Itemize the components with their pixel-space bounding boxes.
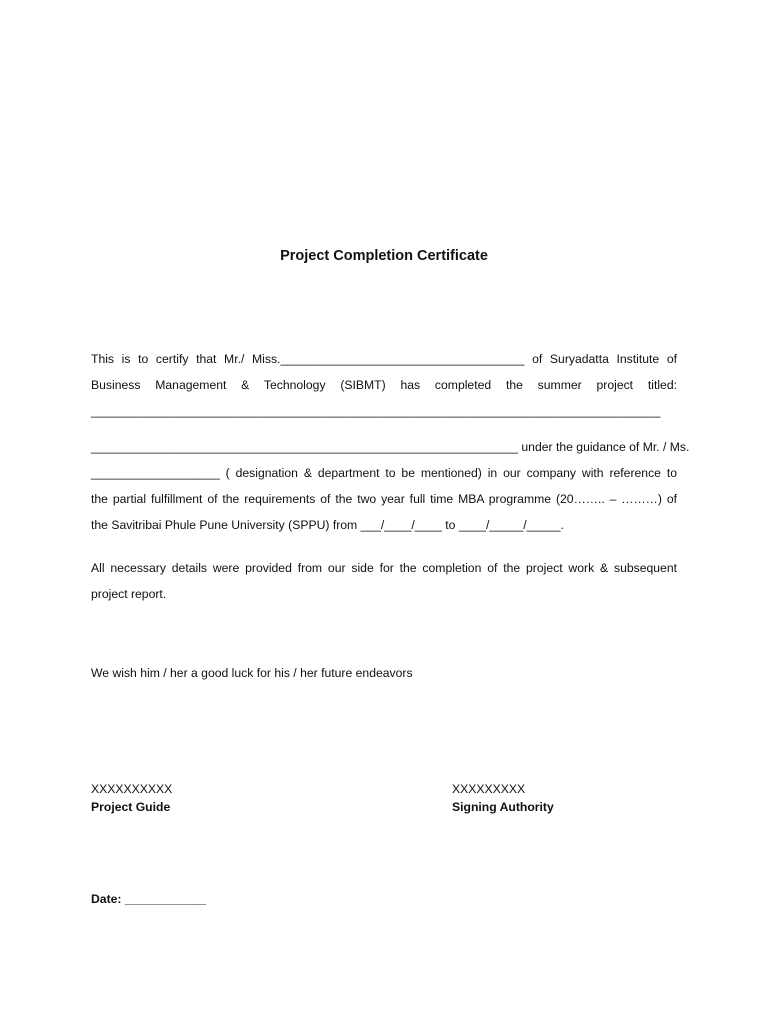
line-gap (91, 424, 677, 434)
paragraph-line: the Savitribai Phule Pune University (SPPU) from ___/____/____ to ____/_____/_____. (91, 518, 564, 532)
paragraph-line: ___________________ ( designation & department to be mentioned) in our company with reference to (91, 466, 677, 480)
paragraph-line: This is to certify that Mr./ Miss.____________________________________ of Suryadatta Institute of (91, 352, 677, 366)
paragraph-line: _______________________________________________________________ under the guidance of Mr. / Ms. (91, 440, 690, 454)
certificate-paragraph-main (91, 346, 690, 538)
signature-block-signing-authority (452, 780, 554, 816)
signature-block-project-guide (91, 780, 172, 816)
signature-role: Signing Authority (452, 800, 554, 814)
certificate-paragraph-details (91, 555, 677, 607)
paragraph-line: We wish him / her a good luck for his / her future endeavors (91, 666, 413, 680)
paragraph-line: project report. (91, 587, 167, 601)
signature-name: XXXXXXXXXX (91, 782, 173, 796)
paragraph-line: the partial fulfillment of the requirements of the two year full time MBA programme (20…….. – ………) of (91, 492, 677, 506)
date-field: Date: ____________ (91, 892, 207, 906)
certificate-title: Project Completion Certificate (280, 248, 488, 264)
paragraph-line: All necessary details were provided from our side for the completion of the project work & subsequent (91, 561, 677, 575)
paragraph-line: Business Management & Technology (SIBMT) has completed the summer project titled: (91, 378, 677, 392)
signature-role: Project Guide (91, 800, 171, 814)
signature-name: XXXXXXXXX (452, 782, 526, 796)
paragraph-line: ____________________________________________________________________________________ (91, 404, 661, 418)
certificate-paragraph-wishes (91, 660, 677, 686)
